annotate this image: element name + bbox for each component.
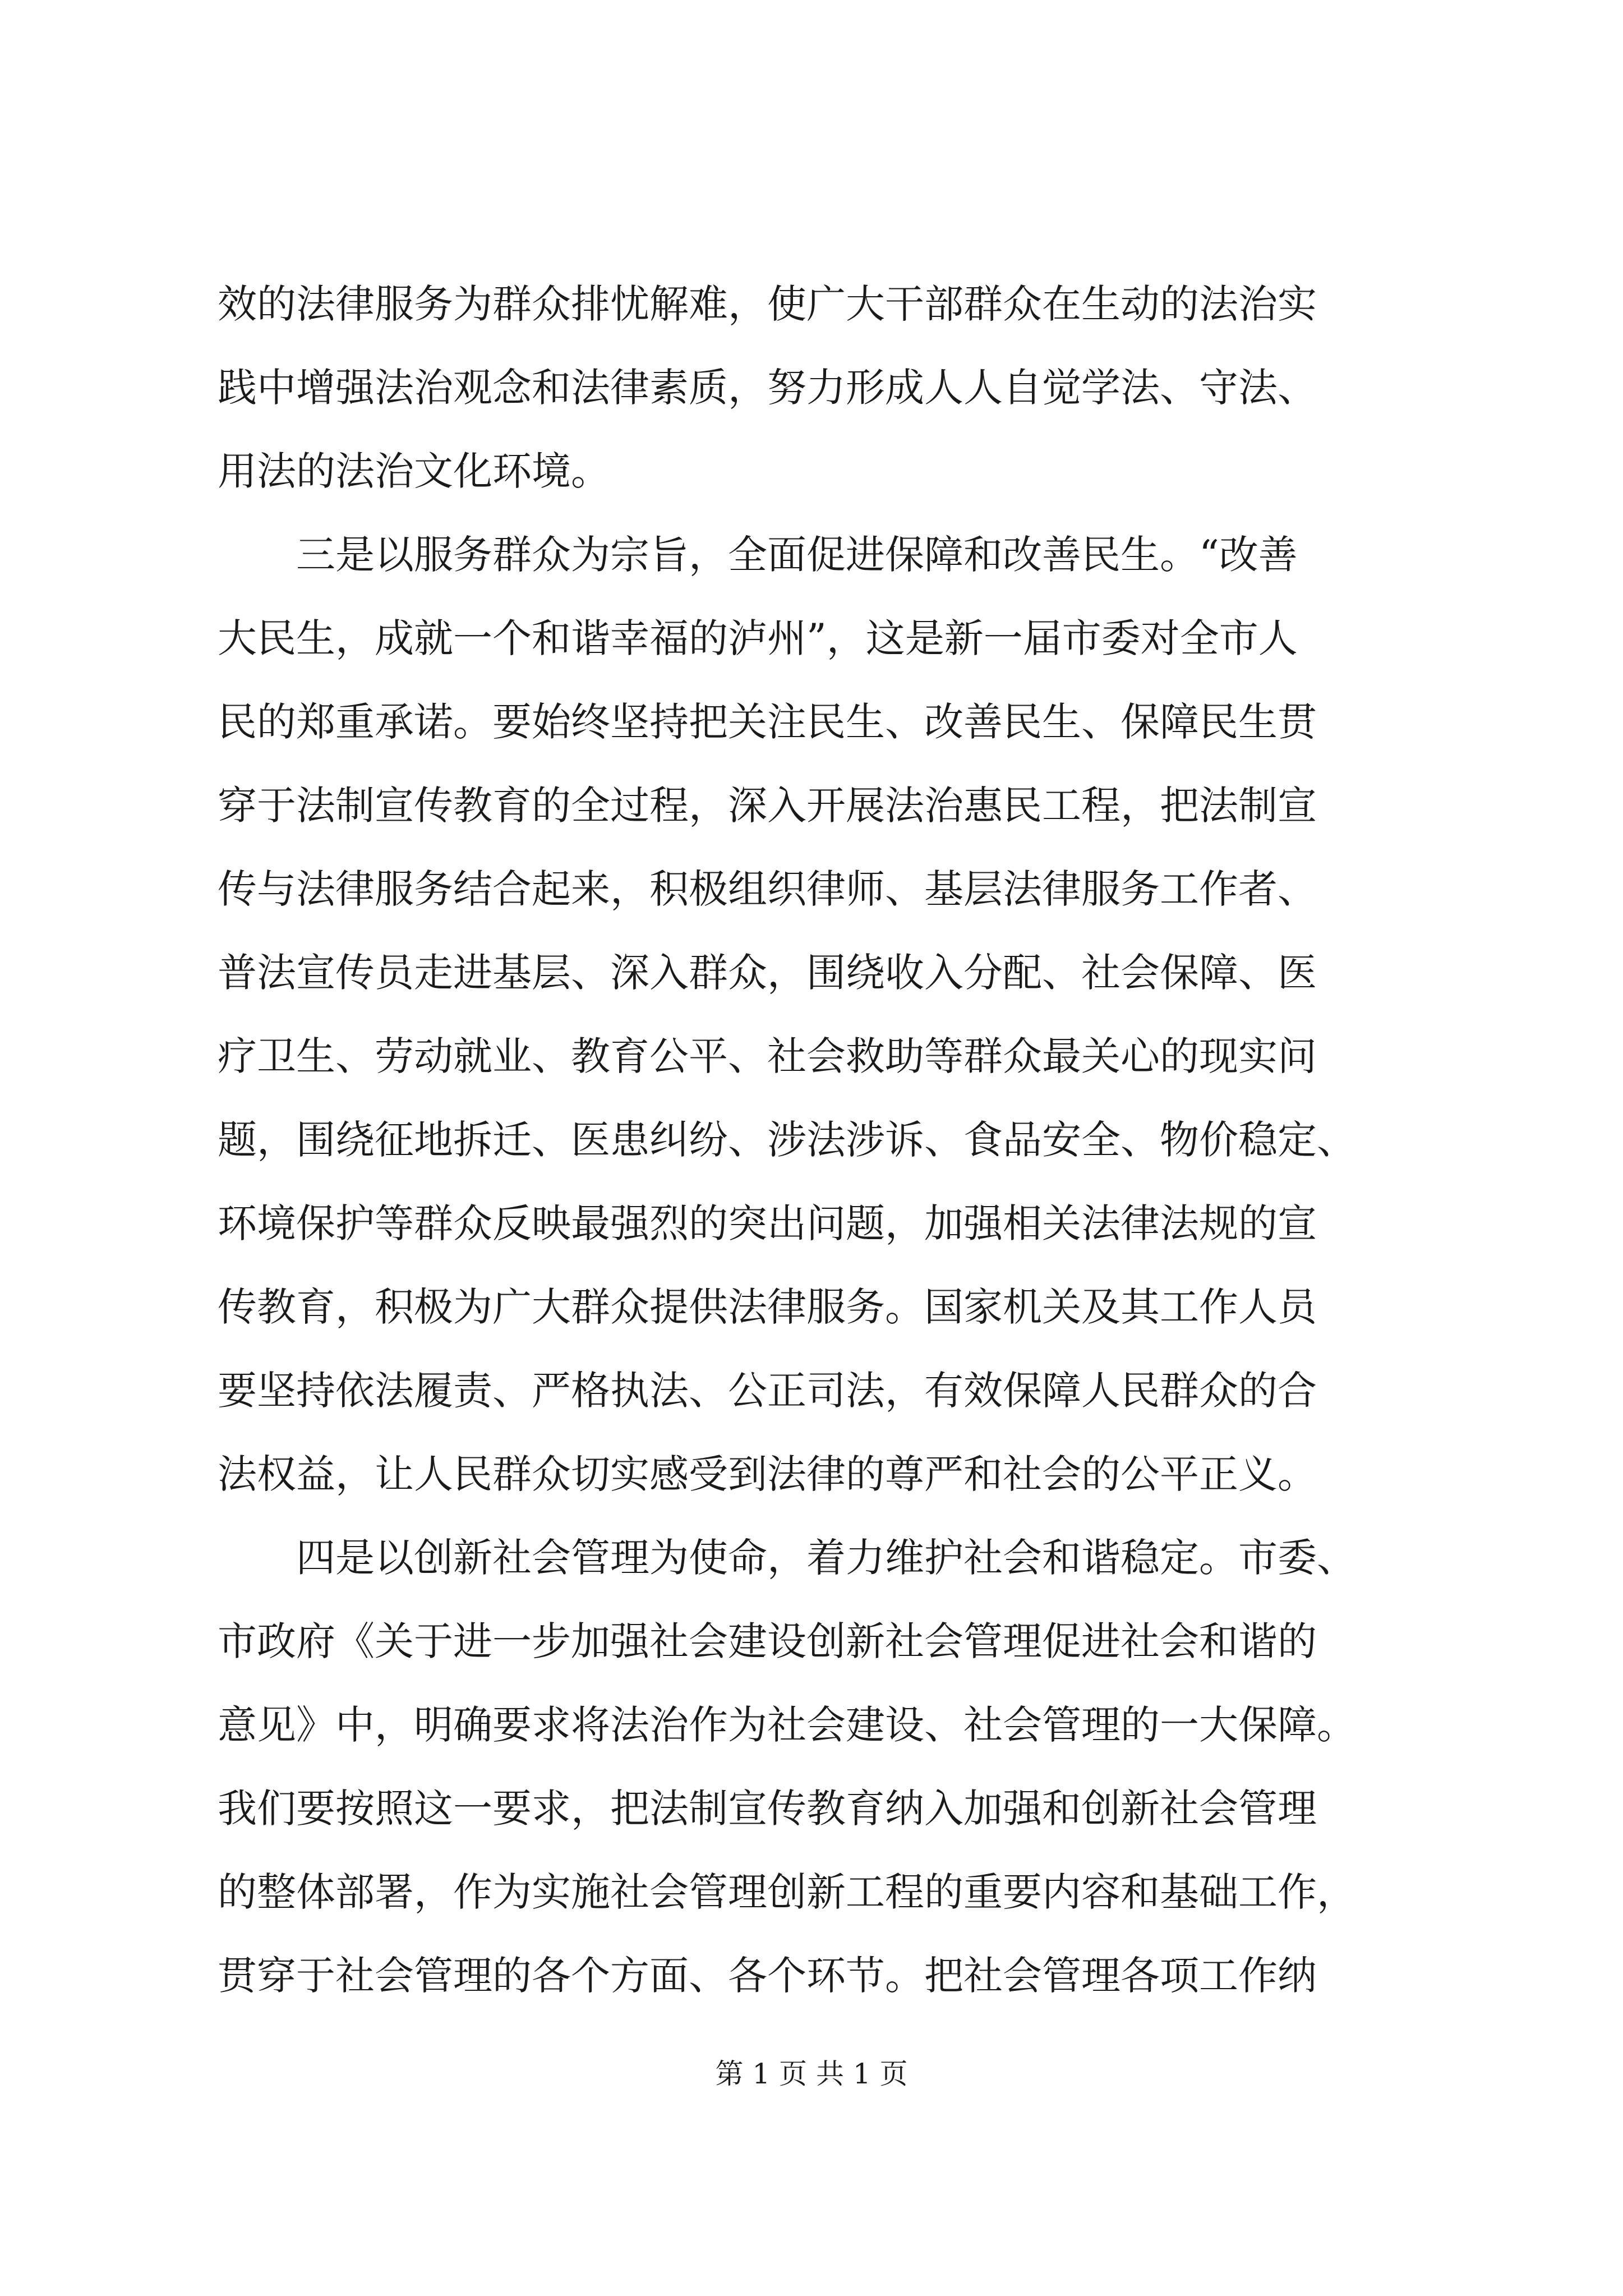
text-line: 疗卫生、劳动就业、教育公平、社会救助等群众最关心的现实问 [218, 1033, 1317, 1079]
text-line: 传与法律服务结合起来，积极组织律师、基层法律服务工作者、 [218, 866, 1317, 912]
text-line: 意见》中，明确要求将法治作为社会建设、社会管理的一大保障。 [218, 1702, 1356, 1748]
paragraph-start-line: 四是以创新社会管理为使命，着力维护社会和谐稳定。市委、 [296, 1535, 1356, 1581]
text-line: 效的法律服务为群众排忧解难，使广大干部群众在生动的法治实 [218, 281, 1317, 327]
page-footer [0, 2054, 1623, 2093]
text-line: 我们要按照这一要求，把法制宣传教育纳入加强和创新社会管理 [218, 1786, 1317, 1832]
text-line: 践中增强法治观念和法律素质，努力形成人人自觉学法、守法、 [218, 365, 1317, 411]
text-line: 贯穿于社会管理的各个方面、各个环节。把社会管理各项工作纳 [218, 1953, 1317, 1999]
text-line: 要坚持依法履责、严格执法、公正司法，有效保障人民群众的合 [218, 1368, 1317, 1414]
text-line: 用法的法治文化环境。 [218, 448, 610, 494]
text-line: 穿于法制宣传教育的全过程，深入开展法治惠民工程，把法制宣 [218, 783, 1317, 829]
text-line: 的整体部署，作为实施社会管理创新工程的重要内容和基础工作， [218, 1869, 1356, 1915]
document-body [218, 263, 1412, 2018]
text-line: 民的郑重承诺。要始终坚持把关注民生、改善民生、保障民生贯 [218, 699, 1317, 745]
text-line: 法权益，让人民群众切实感受到法律的尊严和社会的公平正义。 [218, 1451, 1317, 1497]
text-line: 普法宣传员走进基层、深入群众，围绕收入分配、社会保障、医 [218, 950, 1317, 996]
page-number: 第 1 页 共 1 页 [715, 2058, 908, 2090]
text-line: 大民生，成就一个和谐幸福的泸州”，这是新一届市委对全市人 [218, 615, 1298, 661]
paragraph-start-line: 三是以服务群众为宗旨，全面促进保障和改善民生。“改善 [296, 532, 1298, 578]
text-line: 市政府《关于进一步加强社会建设创新社会管理促进社会和谐的 [218, 1618, 1317, 1664]
text-line: 环境保护等群众反映最强烈的突出问题，加强相关法律法规的宣 [218, 1200, 1317, 1246]
text-line: 题，围绕征地拆迁、医患纠纷、涉法涉诉、食品安全、物价稳定、 [218, 1117, 1356, 1163]
text-line: 传教育，积极为广大群众提供法律服务。国家机关及其工作人员 [218, 1284, 1317, 1330]
